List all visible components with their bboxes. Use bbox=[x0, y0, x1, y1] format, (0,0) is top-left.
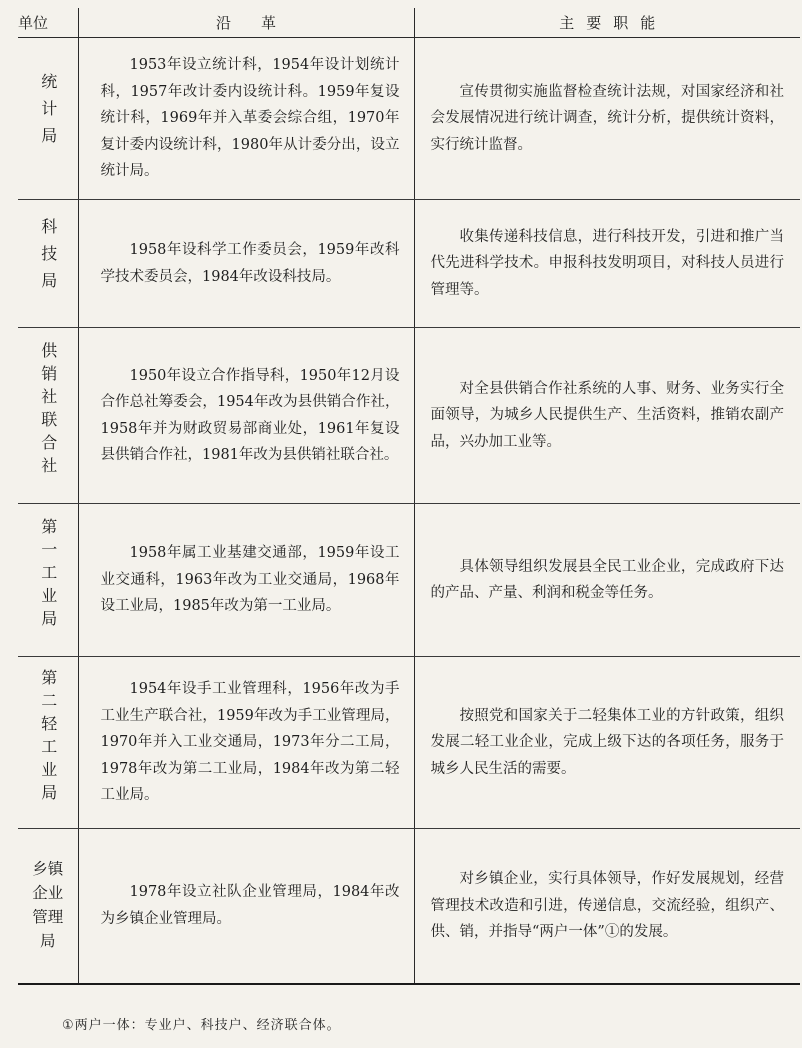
history-text: 1978年设立社队企业管理局，1984年改为乡镇企业管理局。 bbox=[100, 884, 400, 927]
history-cell bbox=[78, 200, 414, 328]
functions-text: 按照党和国家关于二轻集体工业的方针政策，组织发展二轻工业企业，完成上级下达的各项任务，服务于城乡人民生活的需要。 bbox=[430, 707, 784, 777]
unit-name: 供销社联合社 bbox=[38, 341, 58, 480]
functions-text: 具体领导组织发展县全民工业企业，完成政府下达的产品、产量、利润和税金等任务。 bbox=[430, 558, 784, 601]
table-row bbox=[18, 504, 800, 657]
header-history-label: 沿革 bbox=[215, 14, 306, 32]
history-text: 1954年设手工业管理科，1956年改为手工业生产联合社，1959年改为手工业管理局，1970年并入工业交通局，1973年分二工局，1978年改为第二工业局，1984年改为第二轻工业局。 bbox=[100, 681, 400, 804]
functions-cell bbox=[414, 200, 800, 328]
functions-cell bbox=[414, 328, 800, 504]
unit-cell bbox=[18, 504, 78, 657]
agency-history-table bbox=[18, 8, 800, 985]
header-functions bbox=[414, 8, 800, 38]
footnote: ①两户一体：专业户、科技户、经济联合体。 bbox=[62, 1018, 341, 1033]
unit-name: 第一工业局 bbox=[38, 517, 58, 633]
unit-cell bbox=[18, 38, 78, 200]
history-cell bbox=[78, 328, 414, 504]
history-cell bbox=[78, 657, 414, 829]
header-functions-label: 主要职能 bbox=[559, 14, 668, 32]
history-cell bbox=[78, 504, 414, 657]
functions-text: 对全县供销合作社系统的人事、财务、业务实行全面领导，为城乡人民提供生产、生活资料，推销农副产品，兴办加工业等。 bbox=[430, 380, 784, 450]
history-text: 1958年设科学工作委员会，1959年改科学技术委员会，1984年改设科技局。 bbox=[100, 242, 400, 285]
history-cell bbox=[78, 38, 414, 200]
functions-cell bbox=[414, 829, 800, 984]
table-row bbox=[18, 657, 800, 829]
unit-name: 第二轻工业局 bbox=[38, 668, 58, 807]
functions-text: 宣传贯彻实施监督检查统计法规，对国家经济和社会发展情况进行统计调查，统计分析，提供统计资料，实行统计监督。 bbox=[430, 83, 784, 153]
history-text: 1950年设立合作指导科，1950年12月设合作总社筹委会，1954年改为县供销合作社，1958年并为财政贸易部商业处，1961年复设县供销合作社，1981年改为县供销社联合社。 bbox=[100, 367, 400, 463]
unit-name: 科技局 bbox=[38, 218, 58, 300]
functions-cell bbox=[414, 38, 800, 200]
functions-text: 收集传递科技信息，进行科技开发，引进和推广当代先进科学技术。申报科技发明项目，对科技人员进行管理等。 bbox=[430, 228, 784, 298]
header-history bbox=[78, 8, 414, 38]
unit-cell bbox=[18, 829, 78, 984]
functions-cell bbox=[414, 657, 800, 829]
unit-name: 统计局 bbox=[38, 73, 58, 155]
unit-cell bbox=[18, 200, 78, 328]
table-row bbox=[18, 829, 800, 984]
history-text: 1953年设立统计科，1954年设计划统计科，1957年改计委内设统计科。1959年复设统计科，1969年并入革委会综合组，1970年复计委内设统计科，1980年从计委分出，设立统计局。 bbox=[100, 57, 400, 180]
header-unit: 单位 bbox=[18, 8, 78, 38]
table-row bbox=[18, 200, 800, 328]
unit-cell bbox=[18, 657, 78, 829]
table-row bbox=[18, 328, 800, 504]
functions-cell bbox=[414, 504, 800, 657]
table-header-row bbox=[18, 8, 800, 38]
unit-name: 乡镇企业管理局 bbox=[32, 859, 64, 950]
functions-text: 对乡镇企业，实行具体领导，作好发展规划，经营管理技术改造和引进，传递信息，交流经验，组织产、供、销，并指导“两户一体”①的发展。 bbox=[430, 871, 784, 940]
history-cell bbox=[78, 829, 414, 984]
table-row bbox=[18, 38, 800, 200]
history-text: 1958年属工业基建交通部，1959年设工业交通科，1963年改为工业交通局，1968年设工业局，1985年改为第一工业局。 bbox=[100, 545, 400, 615]
unit-cell bbox=[18, 328, 78, 504]
